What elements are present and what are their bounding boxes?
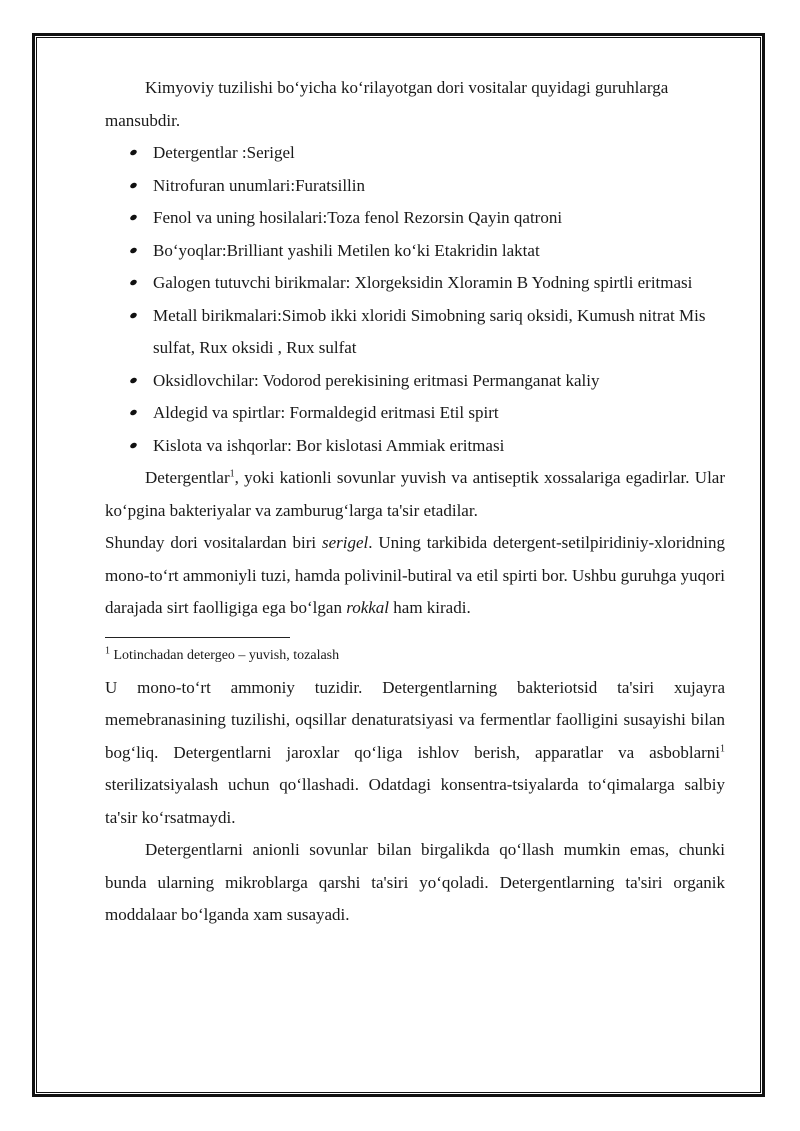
footnote-mark: 1 bbox=[105, 644, 110, 656]
group-list bbox=[105, 137, 725, 462]
serigel-paragraph: Shunday dori vositalardan biri serigel. Uning tarkibida detergent-setilpiridiniy-xloridning mono-to‘rt ammoniyli tuzi, hamda polivinil-butiral va etil spirti bor. Ushbu guruhga yuqori darajada sirt faolligiga ega bo‘lgan rokkal ham kiradi. bbox=[105, 533, 725, 617]
bullet-icon bbox=[129, 149, 138, 157]
rokkal-term: rokkal bbox=[346, 598, 390, 617]
detergent-paragraph: Detergentlar$^1$, yoki kationli sovunlar yuvish va antiseptik xossalariga egadirlar. Ular ko‘pgina bakteriyalar va zamburug‘larga ta'sir etadilar. bbox=[105, 468, 725, 520]
list-item: Metall birikmalari:Simob ikki xloridi Simobning sariq oksidi, Kumush nitrat Mis sulfat, Rux oksidi , Rux sulfat bbox=[153, 300, 725, 365]
list-item: Kislota va ishqorlar: Bor kislotasi Ammiak eritmasi bbox=[153, 430, 725, 463]
bullet-icon bbox=[129, 279, 138, 287]
bullet-icon bbox=[129, 311, 138, 319]
incompatibility-paragraph: Detergentlarni anionli sovunlar bilan birgalikda qo‘llash mumkin emas, chunki bunda ularning mikroblarga qarshi ta'siri yo‘qoladi. Detergentlarning ta'siri organik moddalaar bo‘lganda xam susayadi. bbox=[105, 840, 725, 924]
list-item: Galogen tutuvchi birikmalar: Xlorgeksidin Xloramin B Yodning spirtli eritmasi bbox=[153, 267, 725, 300]
bullet-icon bbox=[129, 246, 138, 254]
serigel-term: serigel bbox=[322, 533, 369, 552]
list-item: Detergentlar :Serigel bbox=[153, 137, 725, 170]
bullet-icon bbox=[129, 214, 138, 222]
footnote-ref: 1 bbox=[720, 742, 725, 754]
footnote-ref: 1 bbox=[229, 468, 235, 480]
list-item: Bo‘yoqlar:Brilliant yashili Metilen ko‘ki Etakridin laktat bbox=[153, 235, 725, 268]
bullet-icon bbox=[129, 376, 138, 384]
footnote: $^1$ Lotinchadan detergeo – yuvish, tozalash bbox=[105, 644, 340, 663]
bullet-icon bbox=[129, 409, 138, 417]
mechanism-paragraph: U mono-to‘rt ammoniy tuzidir. Detergentlarning bakteriotsid ta'siri xujayra memebranasining tuzilishi, oqsillar denaturatsiyasi va fermentlar faolligini susayishi bilan bog‘liq. Detergentlarni jaroxlar qo‘liga ishlov berish, apparatlar va asboblarni$^1$ sterilizatsiyalash uchun qo‘llashadi. Odatdagi konsentra-tsiyalarda to‘qimalarga salbiy ta'sir ko‘rsatmaydi. bbox=[105, 677, 725, 827]
document-body bbox=[105, 72, 725, 932]
list-item: Fenol va uning hosilalari:Toza fenol Rezorsin Qayin qatroni bbox=[153, 202, 725, 235]
intro-paragraph: Kimyoviy tuzilishi bo‘yicha ko‘rilayotgan dori vositalar quyidagi guruhlarga mansubdir. bbox=[105, 78, 669, 130]
list-item: Aldegid va spirtlar: Formaldegid eritmasi Etil spirt bbox=[153, 397, 725, 430]
bullet-icon bbox=[129, 441, 138, 449]
list-item: Oksidlovchilar: Vodorod perekisining eritmasi Permanganat kaliy bbox=[153, 365, 725, 398]
bullet-icon bbox=[129, 181, 138, 189]
list-item: Nitrofuran unumlari:Furatsillin bbox=[153, 170, 725, 203]
footnote-separator bbox=[105, 637, 290, 638]
